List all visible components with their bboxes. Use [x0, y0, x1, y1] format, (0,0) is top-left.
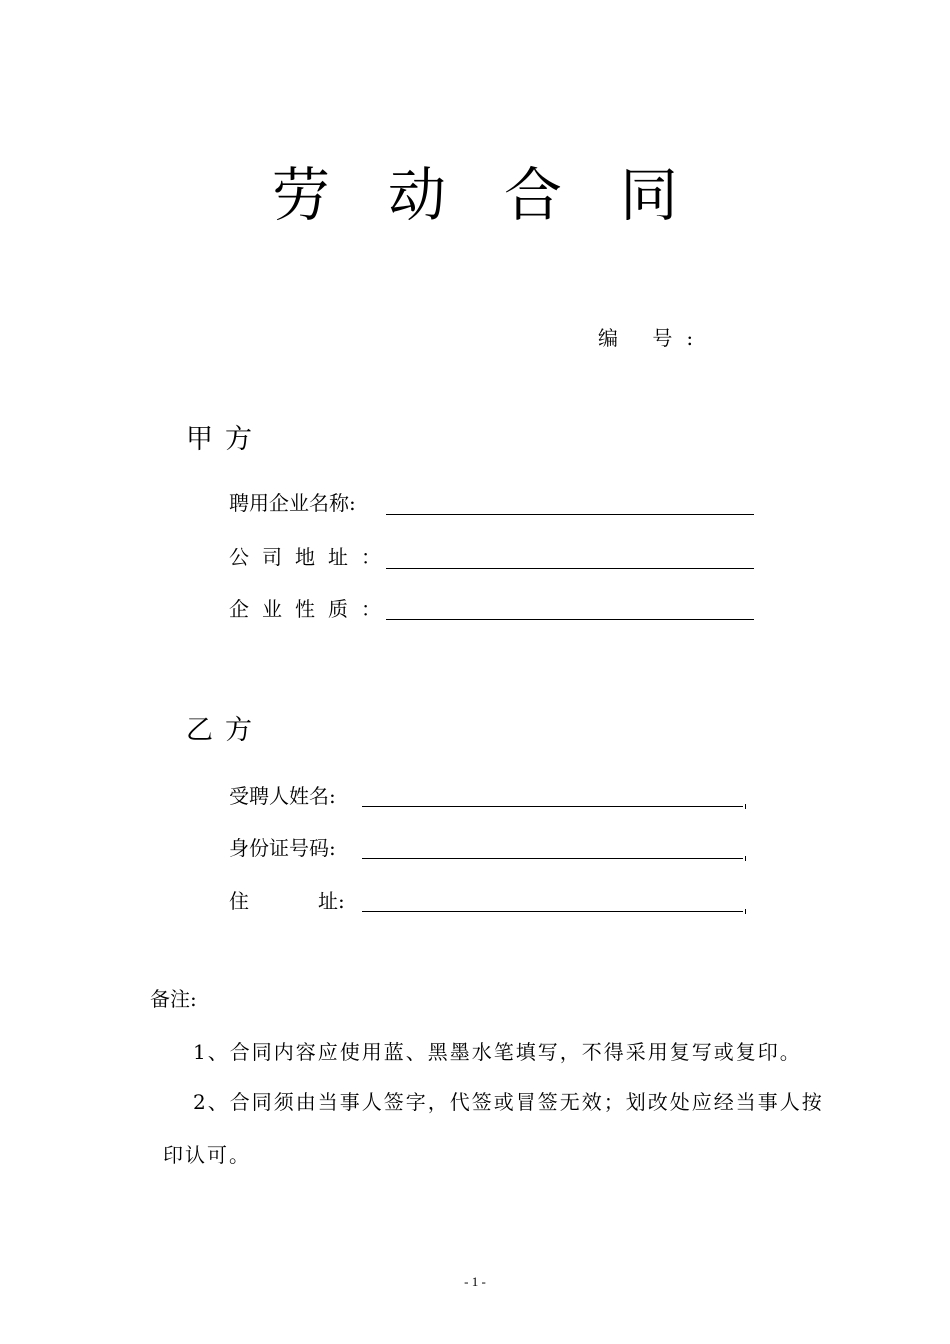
company-type-field[interactable]: [386, 619, 754, 620]
title-char: 同: [619, 161, 678, 229]
note-item: 2、合同须由当事人签字，代签或冒签无效；划改处应经当事人按: [193, 1090, 824, 1114]
document-title: [0, 160, 950, 230]
employer-name-field[interactable]: [386, 514, 754, 515]
contract-number-label: 编 号:: [598, 326, 708, 350]
address-field[interactable]: [362, 911, 743, 912]
note-item: 1、合同内容应使用蓝、黑墨水笔填写，不得采用复写或复印。: [193, 1040, 802, 1064]
employee-name-field[interactable]: [362, 806, 743, 807]
id-number-field[interactable]: [362, 858, 743, 859]
address-label-left: 住: [229, 889, 249, 913]
title-char: 动: [387, 161, 446, 229]
company-address-field[interactable]: [386, 568, 754, 569]
page-number: - 1 -: [464, 1274, 486, 1289]
field-end-mark: [745, 856, 746, 861]
company-address-label: 公司地址：: [229, 545, 394, 569]
field-end-mark: [745, 804, 746, 809]
title-char: 劳: [271, 161, 330, 229]
company-type-label: 企业性质：: [229, 597, 394, 621]
employee-name-label: 受聘人姓名:: [229, 784, 336, 808]
notes-heading: 备注:: [150, 987, 197, 1011]
title-char: 合: [503, 161, 562, 229]
id-number-label: 身份证号码:: [229, 836, 336, 860]
employer-name-label: 聘用企业名称:: [229, 491, 356, 515]
note-item-continuation: 印认可。: [163, 1143, 251, 1167]
party-a-heading: 甲方: [186, 424, 264, 455]
party-b-heading: 乙方: [186, 715, 264, 746]
field-end-mark: [745, 909, 746, 914]
address-label-right: 址:: [318, 889, 345, 913]
